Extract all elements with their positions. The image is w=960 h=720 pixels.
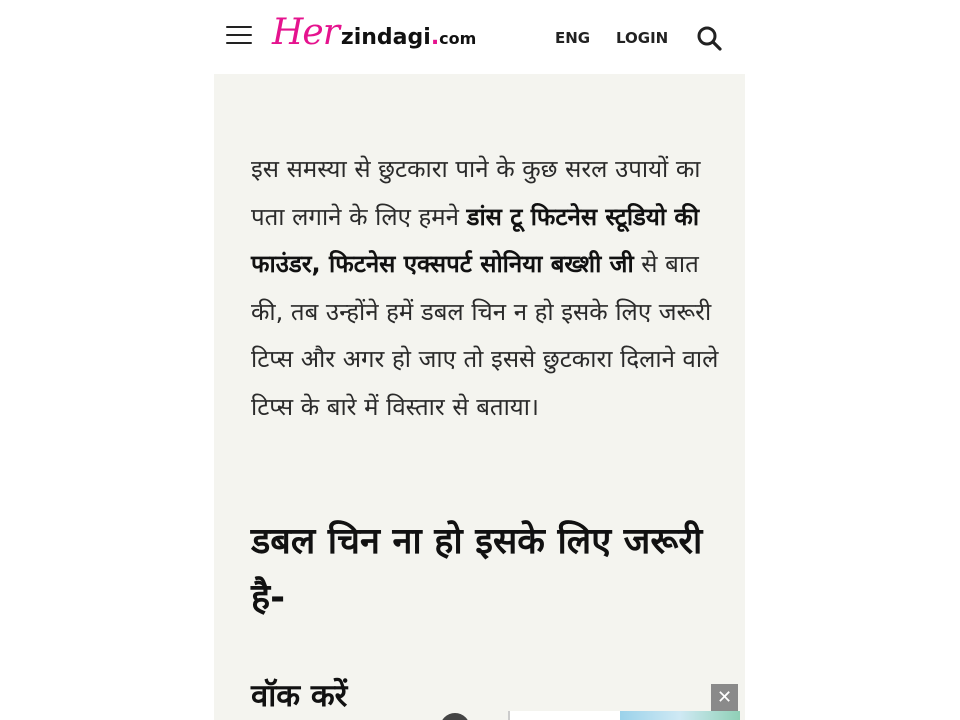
logo-zindagi-text: zindagi [340, 25, 431, 50]
logo-dot: . [430, 25, 440, 50]
section-heading: डबल चिन ना हो इसके लिए जरूरी है- [251, 521, 703, 618]
logo-her-text: Her [272, 12, 339, 53]
subsection-heading: वॉक करें [251, 678, 348, 714]
login-link[interactable]: LOGIN [616, 29, 669, 47]
logo-com-text: com [439, 29, 477, 48]
search-icon[interactable] [696, 25, 722, 51]
close-icon[interactable]: ✕ [711, 684, 738, 711]
hamburger-menu-icon[interactable] [226, 24, 254, 46]
language-eng-link[interactable]: ENG [555, 29, 591, 47]
site-header [214, 0, 745, 74]
paragraph-bold-expert: डांस टू फिटनेस स्टूडियो की फाउंडर, फिटनेस एक्सपर्ट सोनिया बख्शी जी [251, 202, 700, 278]
paragraph-text-start: इस समस्या से छुटकारा पाने के कुछ सरल उपायों का पता लगाने के लिए हमने [251, 155, 701, 231]
article-content [214, 74, 745, 720]
paragraph-text-end: से बात की, तब उन्होंने हमें डबल चिन न हो इसके लिए जरूरी टिप्स और अगर हो जाए तो इससे छुटकारा दिलाने वाले टिप्स के बारे में विस्तार से बताया। [251, 250, 719, 421]
site-logo[interactable] [272, 12, 476, 56]
ad-banner[interactable] [508, 711, 740, 720]
ad-image[interactable] [620, 711, 740, 720]
article-paragraph [251, 146, 721, 431]
